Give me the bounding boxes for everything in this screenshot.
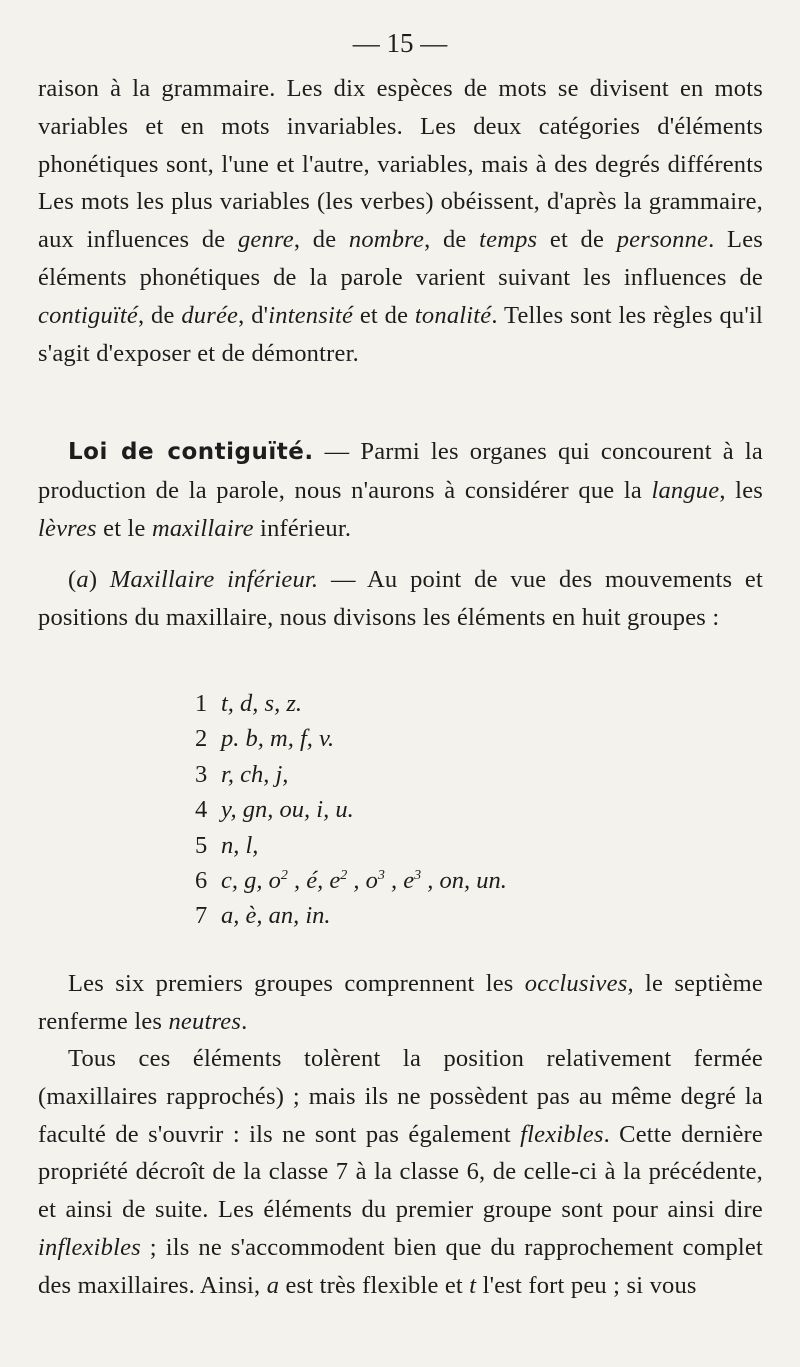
italic-term: contiguïté [38,301,138,329]
text-run: , les [719,476,763,504]
text-run: ; ils ne s'accommodent bien que du rapprochement complet des maxillaires. Ainsi, [38,1233,763,1299]
group-number: 6 [195,867,208,895]
text-run: inférieur. [253,514,352,542]
group-number: 5 [195,831,208,859]
superscript: 3 [377,867,385,883]
italic-term: langue [651,476,720,504]
italic-term: flexibles [520,1120,604,1148]
group-item [195,898,507,933]
group-elements: r, ch, j, [221,760,289,788]
text-run: raison à la grammaire. Les dix espèces de mots se divisent en mots variables et en mots invariables. Les deux catégories d'éléments phonétiques sont, l'une et l'autre, variables, mais à des degrés différents Les mots les plus variables (les verbes) obéissent, d'après la grammaire, aux influences de [38,75,763,254]
italic-term: temps [479,226,538,254]
group-elements [221,867,507,894]
text-run: c, g, o [221,867,281,895]
text-run: est très flexible et [279,1271,470,1299]
group-elements: a, è, an, in. [221,902,331,930]
text-run: et de [353,301,415,329]
group-number: 7 [195,902,208,930]
text-run: et de [537,226,617,254]
text-run: — Parmi les organes qui concourent à la production de la parole, nous n'aurons à considérer que la [38,438,763,504]
group-elements: y, gn, ou, i, u. [221,796,354,824]
italic-term: occlusives [524,970,628,997]
group-elements: t, d, s, z. [221,690,303,717]
group-number: 4 [195,796,208,824]
paragraph-occlusives [38,965,763,1041]
group-elements: n, l, [221,831,259,859]
text-run: Tous ces éléments tolèrent la position relativement fermée (maxillaires rapprochés) ; mais ils ne possèdent pas au même degré la faculté de s'ouvrir : ils ne sont pas également [38,1045,763,1148]
superscript: 2 [280,867,288,883]
paragraph-flexibility [38,1040,763,1305]
group-number: 1 [195,690,208,717]
text-run: , on, un. [421,867,507,895]
text-run: . [241,1007,248,1035]
italic-term: inflexibles [38,1233,141,1261]
italic-term: lèvres [38,514,97,542]
text-run: l'est fort peu ; si vous [476,1271,697,1299]
italic-term: maxillaire [151,514,254,542]
text-run: . Les éléments phonétiques de la parole varient suivant les influences de [38,226,764,291]
text-run: , de [424,226,480,254]
italic-term: durée [181,301,239,329]
paragraph-maxillaire [38,561,763,637]
group-number: 2 [195,725,208,753]
group-item [195,686,507,721]
text-run: ( [68,566,77,593]
group-item [195,757,507,792]
groups-list [195,686,507,934]
group-item [195,828,507,863]
text-run: , de [293,226,349,254]
italic-subheading: Maxillaire inférieur. [109,566,319,593]
text-run: . Cette dernière propriété décroît de la classe 7 à la classe 6, de celle-ci à la précédente, et ainsi de suite. Les éléments du premier groupe sont pour ainsi dire [38,1120,763,1224]
italic-term: a [76,566,89,593]
group-number: 3 [195,760,208,788]
text-run: — Au point de vue des mouvements et positions du maxillaire, nous divisons les éléments en huit groupes : [38,566,764,631]
text-run: , de [137,301,182,329]
italic-term: personne [616,226,709,254]
text-run: ) [88,566,110,593]
superscript: 2 [340,867,348,883]
paragraph-contiguity [38,433,763,547]
group-elements: p. b, m, f, v. [221,725,335,753]
text-run: Les six premiers groupes comprennent les [68,970,525,997]
text-run: , é, e [287,867,341,895]
group-item [195,792,507,827]
italic-term: intensité [268,301,354,329]
italic-term: genre [237,226,294,254]
text-run: , e [384,867,415,895]
paragraph-grammar [38,70,763,372]
italic-term: tonalité [414,301,492,329]
group-item [195,863,507,898]
italic-term: t [469,1271,477,1299]
italic-term: a [266,1271,280,1299]
italic-term: nombre [348,226,425,254]
page-number: — 15 — [352,28,448,58]
group-item [195,721,507,756]
section-heading: Loi de contiguïté. [68,439,314,465]
italic-term: neutres [168,1007,242,1035]
text-run: , le septième renferme les [38,970,764,1035]
text-run: , d' [238,301,269,329]
text-run: , o [347,867,378,895]
superscript: 3 [414,867,422,883]
text-run: et le [96,514,152,542]
text-run: . Telles sont les règles qu'il s'agit d'exposer et de démontrer. [38,301,764,367]
